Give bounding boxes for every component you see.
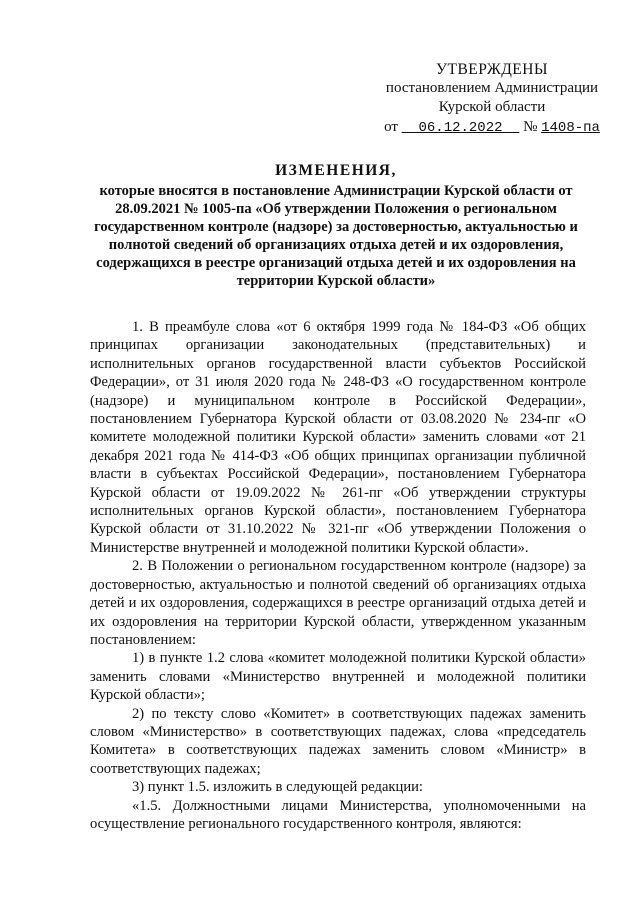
heading-title: ИЗМЕНЕНИЯ, <box>275 162 397 179</box>
paragraph-2-item-1: 1) в пункте 1.2 слова «комитет молодежной политики Курской области» заменить словами «Министерство внутренней и молодежной политики Курской области»; <box>90 650 586 704</box>
approval-date: 06.12.2022 <box>418 120 503 136</box>
approval-line-2: Курской области <box>438 99 546 115</box>
approval-block <box>352 60 632 138</box>
date-prefix: от <box>384 119 398 135</box>
approval-number: 1408-па <box>541 120 600 136</box>
paragraph-2-item-3: 3) пункт 1.5. изложить в следующей редакции: <box>132 779 423 796</box>
heading-subtitle: которые вносятся в постановление Администрации Курской области от 28.09.2021 № 1005-па «Об утверждении Положения о региональном государственном контроле (надзоре) за достоверностью, актуальностью и полнотой сведений об организациях отдыха детей и их оздоровления, содержащихся в реестре организаций отдыха детей и их оздоровления на территории Курской области» <box>94 183 578 289</box>
approval-date-line <box>352 118 632 138</box>
approval-line-1: постановлением Администрации <box>385 80 599 96</box>
approval-title: УТВЕРЖДЕНЫ <box>436 61 548 78</box>
paragraph-1: 1. В преамбуле слова «от 6 октября 1999 года № 184-ФЗ «Об общих принципах организации законодательных (представительных) и исполнительных органов государственной власти субъектов Российской Федерации», от 31 июля 2020 года № 248-ФЗ «О государственном контроле (надзоре) и муниципальном контроле в Российской Федерации», постановлением Губернатора Курской области от 03.08.2020 № 234-пг «О комитете молодежной политики Курской области» заменить словами «от 21 декабря 2021 года № 414-ФЗ «Об общих принципах организации публичной власти в субъектах Российской Федерации», постановлением Губернатора Курской области от 19.09.2022 № 261-пг «Об утверждении структуры исполнительных органов Курской области», постановлением Губернатора Курской области от 31.10.2022 № 321-пг «Об утверждении Положения о Министерстве внутренней и молодежной политики Курской области». <box>90 319 586 556</box>
paragraph-quote-1-5: «1.5. Должностными лицами Министерства, уполномоченными на осуществление регионального государственного контроля, являются: <box>90 797 586 832</box>
paragraph-2-item-2: 2) по тексту слово «Комитет» в соответствующих падежах заменить словом «Министерство» в соответствующих падежах, слова «председатель Комитета» в соответствующих падежах заменить словом «Министр» в соответствующих падежах; <box>90 705 586 777</box>
number-prefix: № <box>523 119 538 135</box>
document-body <box>90 318 586 833</box>
document-heading <box>80 162 592 290</box>
paragraph-2: 2. В Положении о региональном государственном контроле (надзоре) за достоверностью, актуальностью и полнотой сведений об организациях отдыха детей и их оздоровления, содержащихся в реестре организаций отдыха детей и их оздоровления на территории Курской области, утвержденном указанным постановлением: <box>90 558 586 648</box>
